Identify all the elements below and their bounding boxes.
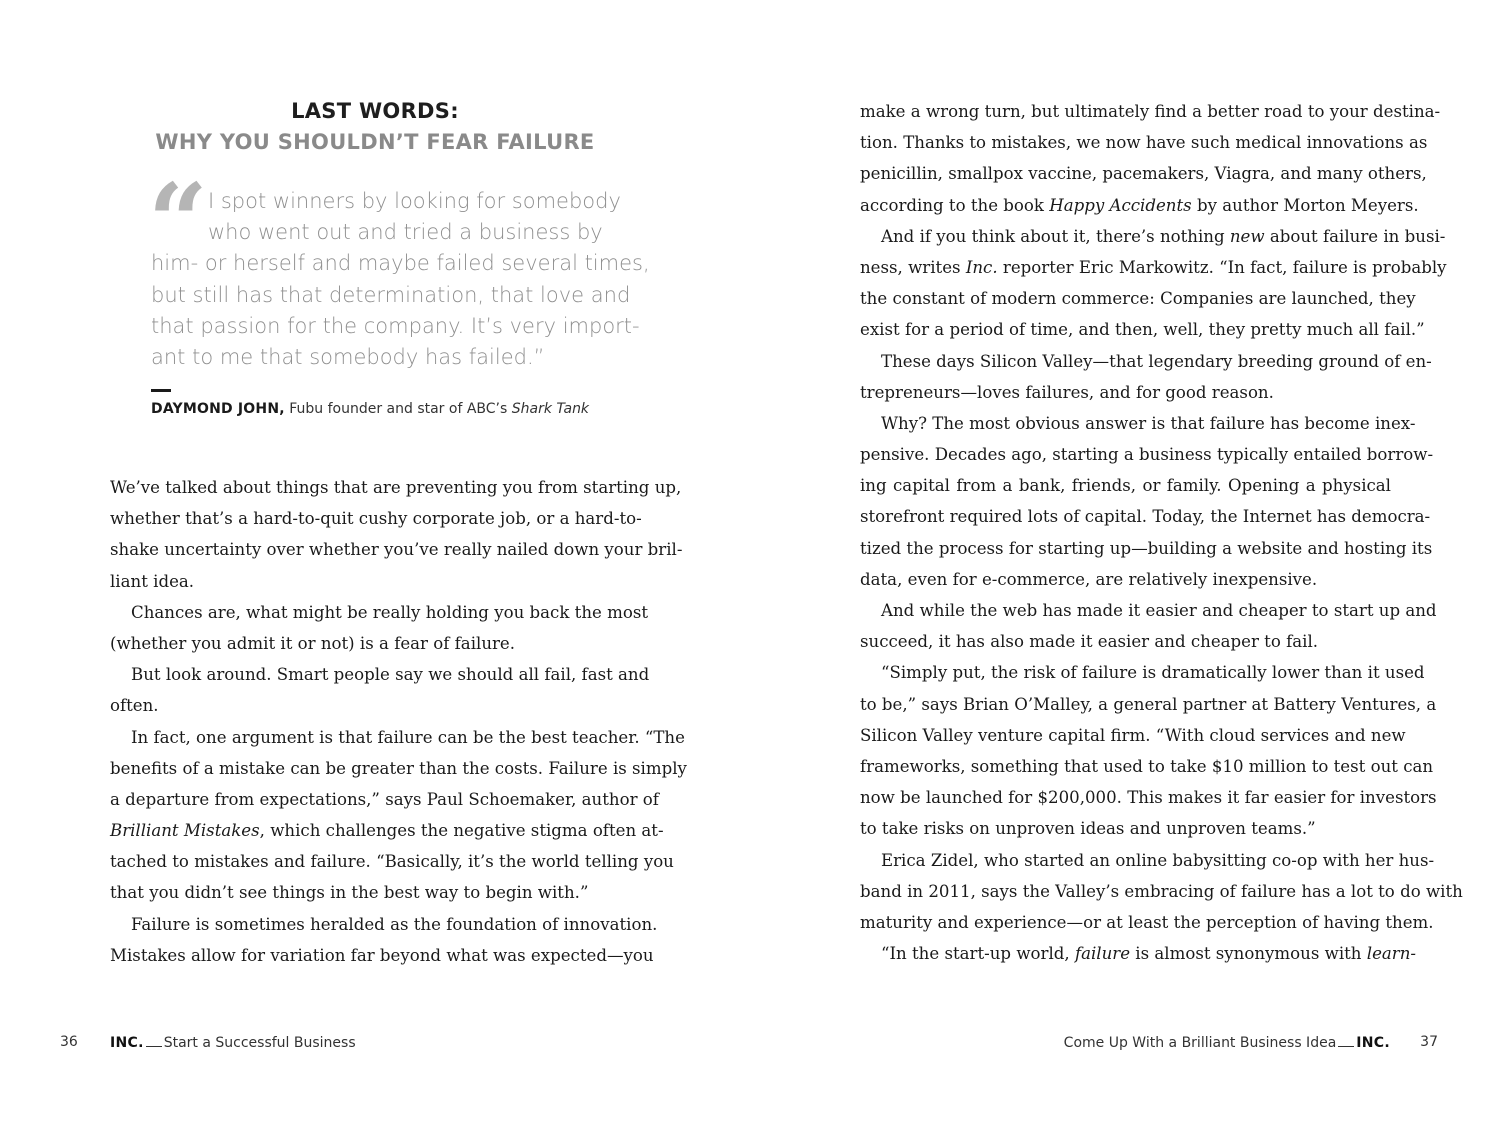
running-footer-left [110,1034,356,1051]
quote-attribution [151,401,589,417]
quote-line: but still has that determination, that love and [151,282,631,307]
running-footer-right [1064,1034,1390,1051]
body-line [860,252,1447,283]
body-line: Failure is sometimes heralded as the foundation of innovation. [131,914,658,934]
body-line: whether that’s a hard-to-quit cushy corporate job, or a hard-to- [110,509,642,529]
body-line-italic-lead [110,815,664,846]
body-line: pensive. Decades ago, starting a business typically entailed borrow- [860,445,1434,465]
emphasis: learn- [1366,944,1417,964]
quote-line: ant to me that somebody has failed.” [151,345,545,370]
text-run: by author Morton Meyers. [1191,195,1419,215]
body-line: trepreneurs—loves failures, and for good reason. [860,382,1274,402]
book-title: Happy Accidents [1049,195,1192,215]
page-number-left: 36 [60,1034,78,1050]
body-line: exist for a period of time, and then, well, they pretty much all fail.” [860,320,1425,340]
text-run: according to the book [860,195,1050,215]
footer-title: Come Up With a Brilliant Business Idea [1063,1035,1337,1051]
pull-quote [151,186,650,373]
attribution-name: DAYMOND JOHN, [151,401,285,417]
body-line: now be launched for $200,000. This makes it far easier for investors [860,788,1437,808]
heading-line-1: LAST WORDS: [291,99,459,123]
body-line: maturity and experience—or at least the perception of having them. [860,912,1434,932]
footer-brand: INC. [1356,1035,1390,1051]
book-title: Brilliant Mistakes [110,821,260,841]
text-run: ness, writes [860,257,966,277]
body-line: often. [110,696,159,716]
body-line: We’ve talked about things that are preventing you from starting up, [110,478,682,497]
footer-brand: INC. [110,1035,144,1051]
text-run: , which challenges the negative stigma often at- [259,821,664,841]
body-line: Chances are, what might be really holding you back the most [131,602,649,622]
body-line: (whether you admit it or not) is a fear of failure. [110,633,516,653]
body-text-left [110,472,687,971]
body-line [860,938,1417,969]
body-line [860,221,1446,252]
quote-line: I spot winners by looking for somebody [208,189,621,213]
heading-line-2: WHY YOU SHOULDN’T FEAR FAILURE [155,130,595,154]
text-run: “In the start-up world, [881,944,1075,964]
body-line: a departure from expectations,” says Paul Schoemaker, author of [110,789,659,809]
publication-name: Inc. [965,257,998,277]
body-line [860,190,1419,221]
body-line: to take risks on unproven ideas and unproven teams.” [860,819,1316,839]
body-line: to be,” says Brian O’Malley, a general partner at Battery Ventures, a [860,694,1437,714]
section-heading [110,96,640,158]
page-number-right: 37 [1420,1034,1438,1050]
attribution-dash [151,389,171,392]
body-line: But look around. Smart people say we should all fail, fast and [131,665,650,685]
body-line: frameworks, something that used to take $10 million to test out can [860,756,1434,776]
body-line: the constant of modern commerce: Companies are launched, they [860,289,1416,309]
emphasis: failure [1074,944,1131,964]
body-line: shake uncertainty over whether you’ve really nailed down your bril- [110,540,683,560]
attribution-role: Fubu founder and star of ABC’s [284,401,512,417]
body-line: Silicon Valley venture capital firm. “With cloud services and new [860,725,1406,745]
text-run: And if you think about it, there’s nothing [881,226,1230,246]
body-line: “Simply put, the risk of failure is dramatically lower than it used [881,663,1425,683]
right-page [750,0,1500,1125]
body-line: ing capital from a bank, friends, or family. Opening a physical [860,476,1391,496]
text-run: reporter Eric Markowitz. “In fact, failure is probably [997,257,1447,277]
footer-rule [1338,1034,1354,1047]
attribution-show: Shark Tank [511,401,590,417]
body-line: In fact, one argument is that failure can be the best teacher. “The [131,727,685,747]
quote-mark-icon: “ [148,160,208,283]
body-line: that you didn’t see things in the best way to begin with.” [110,883,589,903]
text-run: about failure in busi- [1264,226,1446,246]
body-line: Why? The most obvious answer is that failure has become inex- [881,413,1416,433]
quote-line: that passion for the company. It’s very import- [151,313,640,338]
body-line: And while the web has made it easier and cheaper to start up and [881,601,1437,620]
body-line: tached to mistakes and failure. “Basically, it’s the world telling you [110,852,674,872]
body-line: Erica Zidel, who started an online babysitting co-op with her hus- [881,850,1435,870]
body-line: Mistakes allow for variation far beyond what was expected—you [110,945,654,965]
body-line: tized the process for starting up—building a website and hosting its [860,538,1433,558]
body-line: liant idea. [110,571,195,591]
emphasis: new [1229,226,1265,246]
footer-rule [146,1034,162,1047]
body-text-right [860,96,1463,969]
text-run: is almost synonymous with [1130,944,1367,964]
quote-line: who went out and tried a business by [208,220,603,245]
footer-title: Start a Successful Business [163,1035,356,1051]
body-line: succeed, it has also made it easier and cheaper to fail. [860,632,1319,652]
body-line: data, even for e-commerce, are relatively inexpensive. [860,569,1318,589]
body-line: These days Silicon Valley—that legendary breeding ground of en- [881,351,1432,371]
body-line: benefits of a mistake can be greater than the costs. Failure is simply [110,758,687,778]
body-line: tion. Thanks to mistakes, we now have such medical innovations as [860,133,1428,153]
quote-line: him- or herself and maybe failed several times, [151,251,650,276]
body-line: penicillin, smallpox vaccine, pacemakers, Viagra, and many others, [860,164,1427,184]
body-line: make a wrong turn, but ultimately find a better road to your destina- [860,102,1441,121]
body-line: storefront required lots of capital. Today, the Internet has democra- [860,507,1431,527]
body-line: band in 2011, says the Valley’s embracing of failure has a lot to do with [860,881,1463,901]
